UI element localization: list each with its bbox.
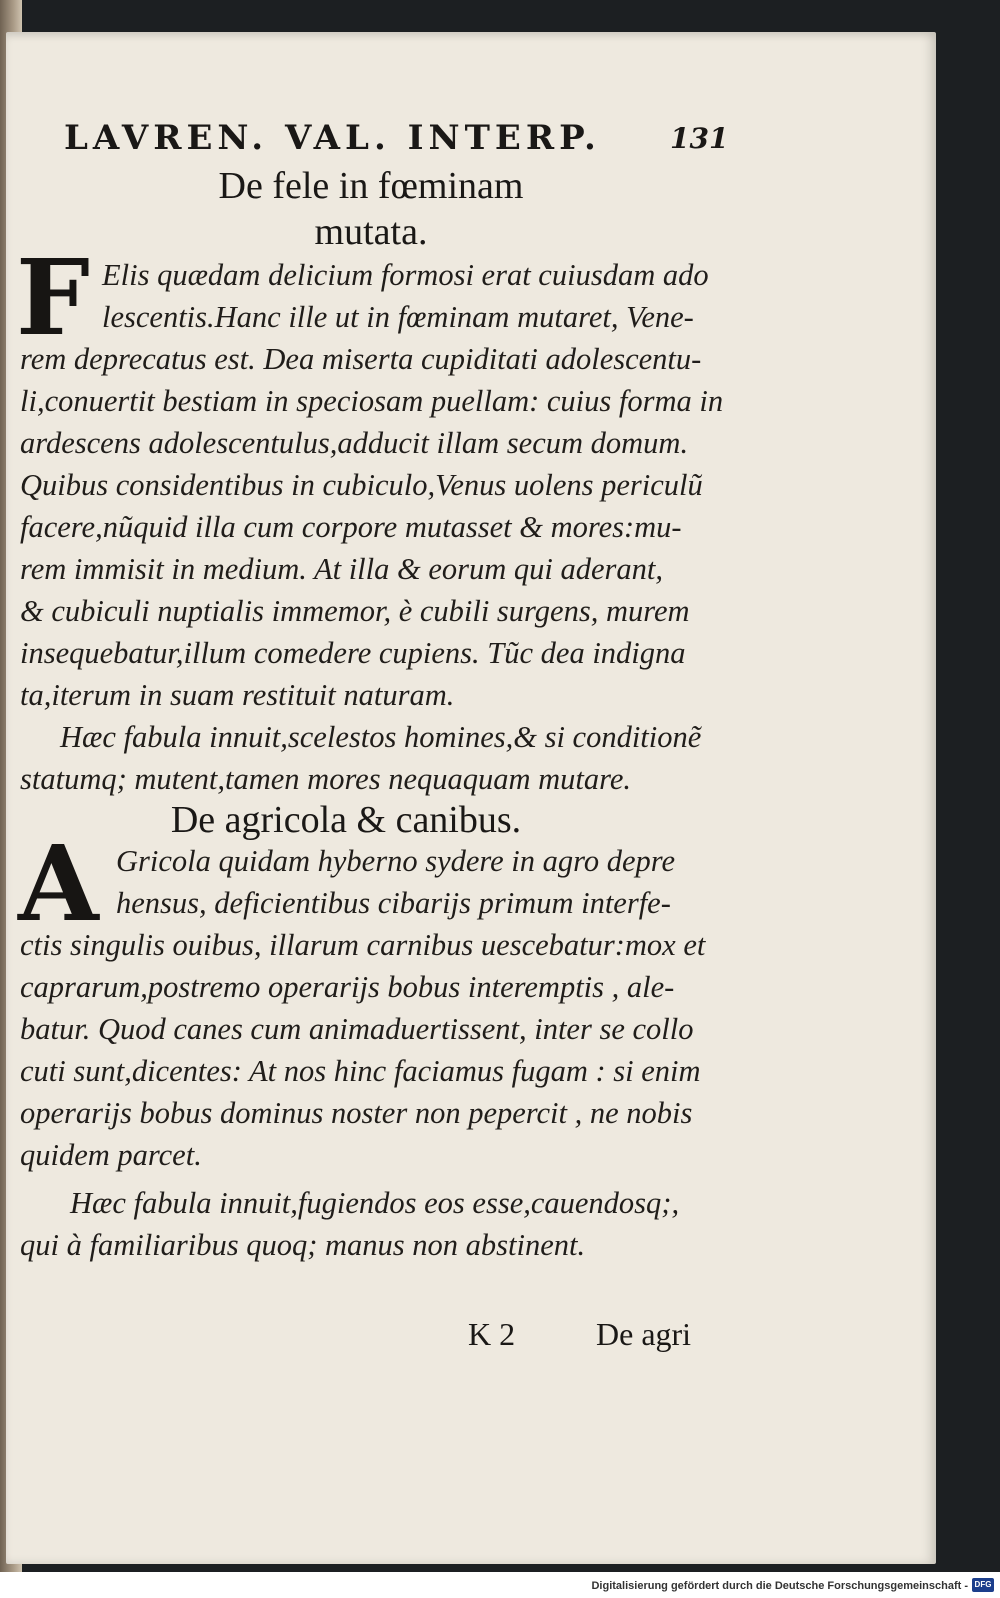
moral-line: Hæc fabula innuit,scelestos homines,& si conditionẽ <box>60 720 702 754</box>
body-line: li,conuertit bestiam in speciosam puellam: cuius forma in <box>20 384 724 418</box>
body-line: ta,iterum in suam restituit naturam. <box>20 678 455 712</box>
body-line: lescentis.Hanc ille ut in fœminam mutaret, Vene- <box>102 300 694 334</box>
catchword: De agri <box>596 1316 692 1352</box>
moral-line: Hæc fabula innuit,fugiendos eos esse,cauendosq;, <box>70 1186 680 1220</box>
body-line: quidem parcet. <box>20 1138 202 1172</box>
fable1-body <box>20 254 723 800</box>
body-line: batur. Quod canes cum animaduertissent, inter se collo <box>20 1012 694 1046</box>
body-line: hensus, deficientibus cibarijs primum interfe- <box>116 886 671 920</box>
fable1-title-line2: mutata. <box>314 211 428 253</box>
body-line: caprarum,postremo operarijs bobus interemptis , ale- <box>20 970 675 1004</box>
body-line: facere,nũquid illa cum corpore mutasset & mores:mu- <box>20 510 682 544</box>
fable2-title: De agricola & canibus. <box>170 799 522 841</box>
body-line: insequebatur,illum comedere cupiens. Tũc dea indigna <box>20 636 686 670</box>
body-line: Quibus considentibus in cubiculo,Venus uolens periculũ <box>20 468 703 502</box>
fable1-dropcap: F <box>16 236 90 359</box>
fable2-body <box>20 840 705 1266</box>
signature-mark: K 2 <box>468 1316 516 1352</box>
body-line: ardescens adolescentulus,adducit illam secum domum. <box>20 426 689 460</box>
body-line: cuti sunt,dicentes: At nos hinc faciamus fugam : si enim <box>20 1054 701 1088</box>
moral-line: qui à familiaribus quoq; manus non abstinent. <box>20 1228 586 1262</box>
book-page <box>6 32 936 1564</box>
funding-credit: Digitalisierung gefördert durch die Deutsche Forschungsgemeinschaft - <box>591 1580 968 1592</box>
page-number: 131 <box>670 122 729 155</box>
body-line: Elis quædam delicium formosi erat cuiusdam ado <box>102 258 709 292</box>
body-line: rem deprecatus est. Dea miserta cupiditati adolescentu- <box>20 342 702 376</box>
body-line: & cubiculi nuptialis immemor, è cubili surgens, murem <box>20 594 690 628</box>
body-line: rem immisit in medium. At illa & eorum qui aderant, <box>20 552 664 586</box>
body-line: operarijs bobus dominus noster non pepercit , ne nobis <box>20 1096 693 1130</box>
body-line: Gricola quidam hyberno sydere in agro depre <box>116 844 676 878</box>
running-head: LAVREN. VAL. INTERP. <box>64 118 601 158</box>
body-line: ctis singulis ouibus, illarum carnibus uescebatur:mox et <box>20 928 706 962</box>
fable2-dropcap: A <box>18 822 99 945</box>
moral-line: statumq; mutent,tamen mores nequaquam mutare. <box>20 762 632 796</box>
fable1-title-line1: De fele in fœminam <box>218 165 524 207</box>
dfg-logo: DFG <box>972 1578 994 1592</box>
